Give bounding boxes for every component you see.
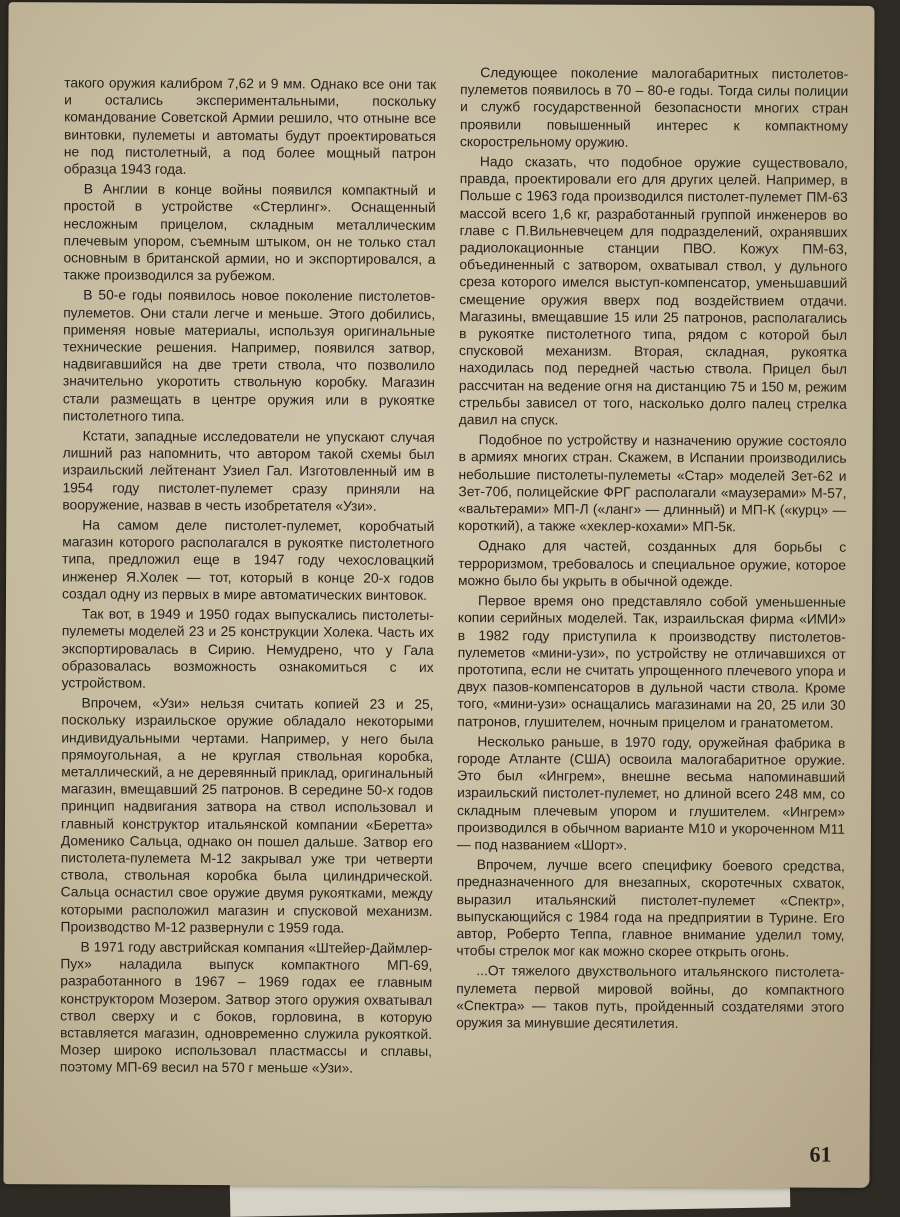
paragraph: В Англии в конце войны появился компактный и простой в устройстве «Стерлинг». Оснащенный несложным прицелом, складным металлическим плечевым упором, съемным штыком, он не только стал основным в британской армии, но и экспортировался, а также производился за рубежом. — [63, 181, 436, 284]
paragraph: В 50-е годы появилось новое поколение пистолетов-пулеметов. Они стали легче и меньше. Этого добились, применяя новые материалы, используя оригинальные технические решения. Например, появился затвор, надвигавшийся на две трети ствола, что позволило значительно укоротить ствольную коробку. Магазин стали размещать в центре оружия или в рукоятке пистолетного типа. — [62, 287, 436, 424]
paragraph: Впрочем, лучше всего специфику боевого средства, предназначенного для внезапных, скоротечных схваток, выразил итальянский пистолет-пулемет «Спектр», выпускающийся с 1984 года на предприятии в Турине. Его автор, Роберто Теппа, главное внимание уделил тому, чтобы стрелок мог как можно скорее открыть огонь. — [456, 857, 845, 960]
paragraph: Однако для частей, созданных для борьбы с терроризмом, требовалось и специальное оружие, которое можно было бы укрыть в обычной одежде. — [458, 538, 847, 590]
paragraph: Впрочем, «Узи» нельзя считать копией 23 и 25, поскольку израильское оружие обладало некоторыми индивидуальными чертами. Например, у него была прямоугольная, а не круглая ствольная коробка, металлический, а не деревянный приклад, оригинальный магазин, вмещавший 25 патронов. В середине 50-х годов принцип надвигания затвора на ствол использовал и главный конструктор итальянской компании «Беретта» Доменико Сальца, однако он пошел дальше. Затвор его пистолета-пулемета М-12 закрывал уже три четверти ствола, ствольная коробка была цилиндрической. Сальца оснастил свое оружие двумя рукоятками, между которыми расположил магазин и спусковой механизм. Производство М-12 развернули с 1959 года. — [60, 695, 434, 936]
left-column — [60, 74, 436, 1080]
page-number: 61 — [809, 1141, 832, 1167]
magazine-page — [3, 2, 874, 1188]
paragraph: Первое время оно представляло собой уменьшенные копии серийных моделей. Так, израильская фирма «ИМИ» в 1982 году приступила к производству пистолетов-пулеметов «мини-узи», по устройству не отличавшихся от прототипа, если не считать упрощенного плечевого упора и двух пазов-компенсаторов в дульной части ствола. Кроме того, «мини-узи» оснащались магазинами на 20, 25 или 30 патронов, глушителем, ночным прицелом и гранатометом. — [457, 593, 847, 731]
paragraph: Надо сказать, что подобное оружие существовало, правда, проектировали его для других целей. Например, в Польше с 1963 года производился пистолет-пулемет ПМ-63 массой всего 1,6 кг, разработанный группой инженеров во главе с П.Вильневчецем для подразделений, охранявших радиолокационные станции ПВО. Кожух ПМ-63, объединенный с затвором, охватывал ствол, у дульного среза которого имелся выступ-компенсатор, уменьшавший смещение оружия вверх под воздействием отдачи. Магазины, вмещавшие 15 или 25 патронов, располагались в рукоятке пистолетного типа, рядом с которой был спусковой механизм. Вторая, складная, рукоятка находилась под передней частью ствола. Прицел был рассчитан на ведение огня на дистанцию 75 и 150 м, режим стрельбы зависел от того, насколько долго палец стрелка давил на спуск. — [458, 154, 848, 428]
paragraph: Следующее поколение малогабаритных пистолетов-пулеметов появилось в 70 – 80-е годы. Тогда силы полиции и служб государственной безопасности многих стран проявили повышенный интерес к компактному скорострельному оружию. — [459, 65, 849, 150]
paragraph: В 1971 году австрийская компания «Штейер-Даймлер-Пух» наладила выпуск компактного МП-69, разработанного в 1967 – 1969 годах ее главным конструктором Мозером. Затвор этого оружия охватывал ствол сверху и с боков, горловина, в которую вставляется магазин, одновременно служила рукояткой. Мозер широко использовал пластмассы и сплавы, поэтому МП-69 весил на 570 г меньше «Узи». — [59, 939, 433, 1077]
paragraph: ...От тяжелого двухствольного итальянского пистолета-пулемета первой мировой войны, до компактного «Спектра» — таков путь, пройденный создателями этого оружия за минувшие десятилетия. — [456, 963, 845, 1032]
paragraph: На самом деле пистолет-пулемет, коробчатый магазин которого располагался в рукоятке пистолетного типа, предложил еще в 1947 году чехословацкий инженер Я.Холек — тот, который в конце 20-х годов создал одну из первых в мире автоматических винтовок. — [61, 517, 435, 603]
paragraph: Кстати, западные исследователи не упускают случая лишний раз напомнить, что автором такой схемы был израильский лейтенант Узиел Гал. Изготовленный им в 1954 году пистолет-пулемет сразу приняли на вооружение, назвав в честь изобретателя «Узи». — [62, 428, 435, 514]
paragraph: Подобное по устройству и назначению оружие состояло в армиях многих стран. Скажем, в Испании производились небольшие пистолеты-пулеметы «Стар» моделей Зет-62 и Зет-70б, полицейские ФРГ располагали «маузерами» М-57, «вальтерами» МП-Л («ланг» — длинный) и МП-К («курц» — короткий), а также «хеклер-кохами» МП-5к. — [458, 432, 847, 535]
paragraph: Так вот, в 1949 и 1950 годах выпускались пистолеты-пулеметы моделей 23 и 25 конструкции Холека. Часть их экспортировалась в Сирию. Немудрено, что у Гала образовалась возможность ознакомиться с их устройством. — [61, 606, 434, 691]
paragraph: Несколько раньше, в 1970 году, оружейная фабрика в городе Атланте (США) освоила малогабаритное оружие. Это был «Ингрем», внешне весьма напоминавший израильский пистолет-пулемет, но длиной всего 248 мм, со складным плечевым упором и глушителем. «Ингрем» производился в обычном варианте М10 и укороченном М11 — под названием «Шорт». — [456, 733, 846, 853]
paragraph: такого оружия калибром 7,62 и 9 мм. Однако все они так и остались экспериментальными, поскольку командование Советской Армии решило, что отныне все винтовки, пулеметы и автоматы будут проектироваться не под пистолетный, а под более мощный патрон образца 1943 года. — [63, 75, 437, 177]
right-column — [456, 64, 848, 1036]
